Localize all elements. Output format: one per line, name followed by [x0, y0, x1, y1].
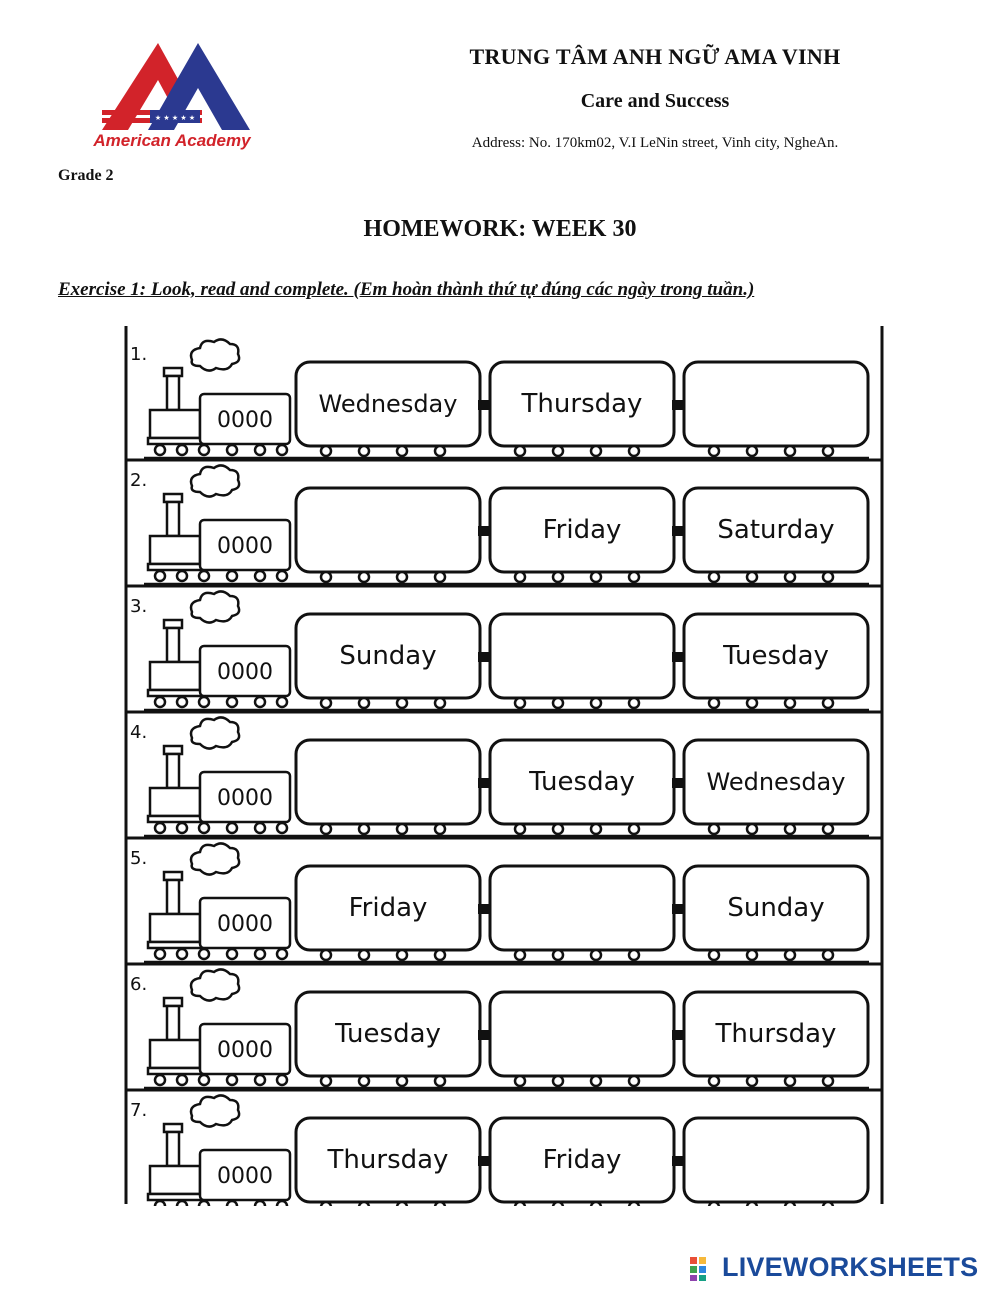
train-car	[478, 740, 674, 834]
liveworksheets-icon	[690, 1257, 716, 1281]
train-car	[672, 740, 868, 834]
train-car	[296, 362, 480, 456]
row-number: 6.	[130, 974, 148, 995]
american-academy-logo	[88, 40, 263, 155]
grade-label: Grade 2	[58, 167, 114, 184]
row-number: 5.	[130, 848, 148, 869]
train-car-blank[interactable]	[672, 362, 868, 456]
engine-label: 0000	[217, 408, 273, 433]
train-car	[296, 992, 480, 1086]
train-engine-icon	[148, 717, 290, 833]
train-car	[672, 992, 868, 1086]
engine-label: 0000	[217, 1038, 273, 1063]
day-label: Friday	[348, 893, 428, 923]
day-label: Thursday	[715, 1019, 837, 1049]
train-row	[126, 1090, 882, 1206]
train-engine-icon	[148, 339, 290, 455]
train-car	[672, 614, 868, 708]
engine-label: 0000	[217, 912, 273, 937]
engine-label: 0000	[217, 534, 273, 559]
day-label: Sunday	[727, 893, 825, 923]
train-car	[296, 1118, 480, 1206]
day-label: Wednesday	[318, 390, 458, 418]
train-car-blank[interactable]	[672, 1118, 868, 1206]
day-label: Friday	[542, 515, 622, 545]
liveworksheets-brand	[690, 1252, 990, 1286]
homework-title: HOMEWORK: WEEK 30	[363, 216, 637, 242]
day-label: Thursday	[521, 389, 643, 419]
day-label: Wednesday	[706, 768, 846, 796]
tagline: Care and Success	[580, 90, 730, 112]
day-label: Tuesday	[335, 1019, 441, 1049]
engine-label: 0000	[217, 786, 273, 811]
train-row	[126, 586, 882, 710]
train-engine-icon	[148, 969, 290, 1085]
train-worksheet	[124, 326, 884, 1206]
train-row	[126, 712, 882, 836]
train-car	[478, 488, 674, 582]
day-label: Tuesday	[723, 641, 829, 671]
day-label: Sunday	[339, 641, 437, 671]
day-label: Tuesday	[529, 767, 635, 797]
exercise-instruction: Exercise 1: Look, read and complete. (Em hoàn thành thứ tự đúng các ngày trong tuần.)	[58, 279, 755, 300]
row-number: 1.	[130, 344, 148, 365]
engine-label: 0000	[217, 1164, 273, 1189]
row-number: 4.	[130, 722, 148, 743]
train-engine-icon	[148, 1095, 290, 1206]
train-car-blank[interactable]	[478, 992, 674, 1086]
row-number: 2.	[130, 470, 148, 491]
train-engine-icon	[148, 465, 290, 581]
train-car	[478, 362, 674, 456]
train-car	[296, 866, 480, 960]
train-car-blank[interactable]	[296, 488, 480, 582]
center-name: TRUNG TÂM ANH NGỮ AMA VINH	[469, 44, 841, 69]
day-label: Friday	[542, 1145, 622, 1175]
train-car-blank[interactable]	[478, 614, 674, 708]
day-label: Thursday	[327, 1145, 449, 1175]
train-engine-icon	[148, 591, 290, 707]
day-label: Saturday	[717, 515, 835, 545]
train-car	[478, 1118, 674, 1206]
train-car	[296, 614, 480, 708]
engine-label: 0000	[217, 660, 273, 685]
train-row	[126, 964, 882, 1088]
row-number: 3.	[130, 596, 148, 617]
svg-text:★ ★ ★ ★ ★: ★ ★ ★ ★ ★	[154, 114, 196, 122]
row-number: 7.	[130, 1100, 148, 1121]
logo-text: American Academy	[93, 131, 251, 150]
train-car	[672, 488, 868, 582]
train-car-blank[interactable]	[296, 740, 480, 834]
train-engine-icon	[148, 843, 290, 959]
train-row	[126, 838, 882, 962]
train-car	[672, 866, 868, 960]
train-row	[126, 460, 882, 584]
liveworksheets-text: LIVEWORKSHEETS	[722, 1252, 979, 1282]
train-car-blank[interactable]	[478, 866, 674, 960]
train-row	[130, 339, 869, 458]
address: Address: No. 170km02, V.I LeNin street, Vinh city, NgheAn.	[471, 135, 839, 151]
